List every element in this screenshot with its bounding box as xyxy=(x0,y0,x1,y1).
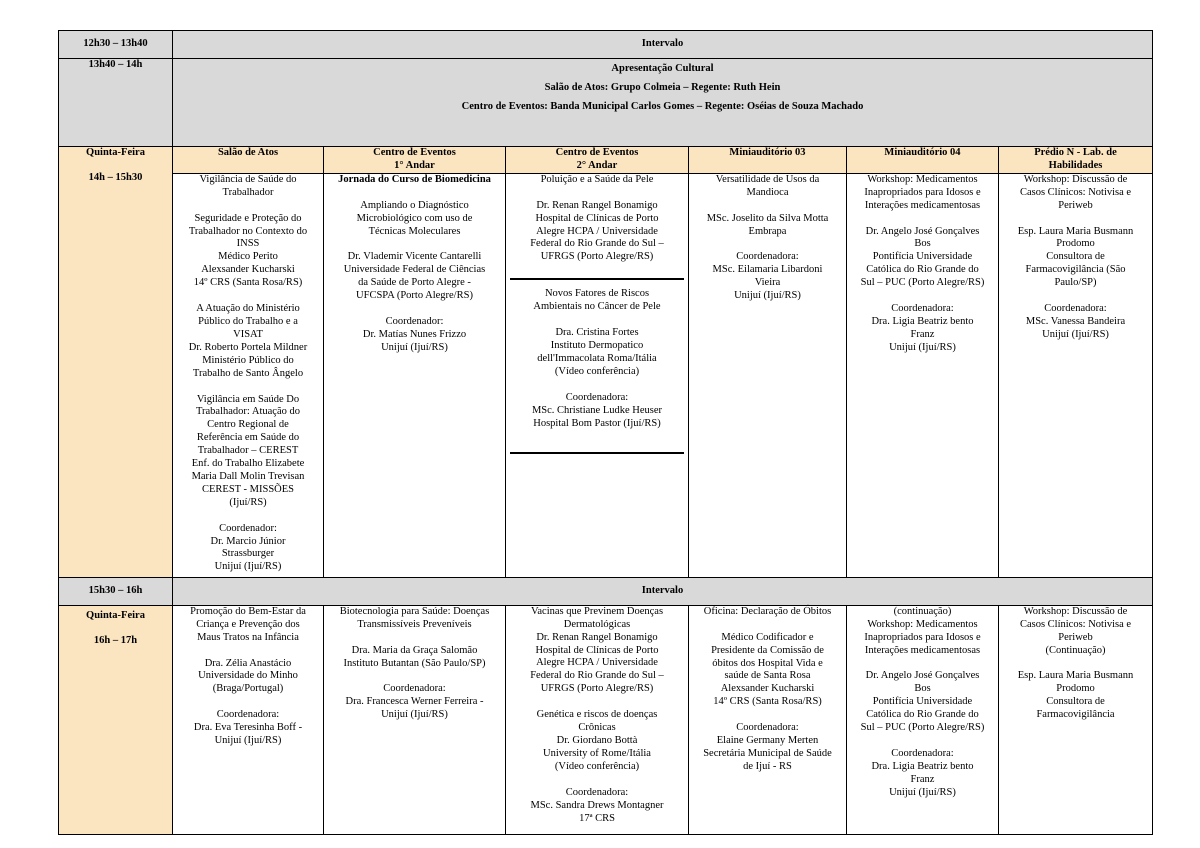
col-header-mini03: Miniauditório 03 xyxy=(689,147,847,174)
col-header-ce2: Centro de Eventos 2° Andar xyxy=(506,147,689,174)
col-header-salao: Salão de Atos xyxy=(173,147,324,174)
time-cell: 13h40 – 14h xyxy=(59,59,173,147)
cultural-line-2: Centro de Eventos: Banda Municipal Carlos Gomes – Regente: Oséias de Souza Machado xyxy=(461,101,864,112)
cell-salao-2: Promoção do Bem-Estar da Criança e Prevenção dos Maus Tratos na Infância Dra. Zélia Anastácio Universidade do Minho (Braga/Portugal) Coordenadora: Dra. Eva Teresinha Boff - Unijuí (Ijuí/RS) xyxy=(173,605,324,834)
interval-row-2 xyxy=(59,577,1153,605)
day-time-cell-2: Quinta-Feira 16h – 17h xyxy=(59,605,173,834)
divider xyxy=(510,278,684,280)
interval-row-1 xyxy=(59,31,1153,59)
day-label: Quinta-Feira xyxy=(86,147,145,158)
time-label: 14h – 15h30 xyxy=(88,171,143,183)
day-time-cell xyxy=(59,147,173,578)
divider xyxy=(510,452,684,454)
cell-mini03-1: Versatilidade de Usos da Mandioca MSc. Joselito da Silva Motta Embrapa Coordenadora: MSc. Eilamaria Libardoni Vieira Unijuí (Ijuí/RS) xyxy=(689,173,847,577)
col-header-ce1: Centro de Eventos 1° Andar xyxy=(324,147,506,174)
cell-mini04-2: (continuação) Workshop: Medicamentos Inapropriados para Idosos e Interações medicamentosas Dr. Angelo José Gonçalves Bos Pontifícia Universidade Católica do Rio Grande do Sul – PUC (Porto Alegre/RS) Coordenadora: Dra. Ligia Beatriz bento Franz Unijuí (Ijuí/RS) xyxy=(847,605,999,834)
session-row-2 xyxy=(59,605,1153,834)
schedule-table xyxy=(58,30,1153,835)
cell-salao-1: Vigilância de Saúde do Trabalhador Seguridade e Proteção do Trabalhador no Contexto do INSS Médico Perito Alexsander Kucharski 14º CRS (Santa Rosa/RS) A Atuação do Ministério Público do Trabalho e a VISAT Dr. Roberto Portela Mildner Ministério Público do Trabalho de Santo Ângelo Vigilância em Saúde Do Trabalhador: Atuação do Centro Regional de Referência em Saúde do Trabalhador – CEREST Enf. do Trabalho Elizabete Maria Dall Molin Trevisan CEREST - MISSÕES (Ijuí/RS) Coordenador: Dr. Marcio Júnior Strassburger Unijuí (Ijuí/RS) xyxy=(173,173,324,577)
interval-label: Intervalo xyxy=(173,577,1153,605)
cell-ce1-1: Jornada do Curso de Biomedicina Ampliando o Diagnóstico Microbiológico com uso de Técnicas Moleculares Dr. Vlademir Vicente Cantarelli Universidade Federal de Ciências da Saúde de Porto Alegre - UFCSPA (Porto Alegre/RS) Coordenador: Dr. Matías Nunes Frizzo Unijuí (Ijuí/RS) xyxy=(324,173,506,577)
cell-ce2-1: Poluição e a Saúde da Pele Dr. Renan Rangel Bonamigo Hospital de Clínicas de Porto Alegre HCPA / Universidade Federal do Rio Grande do Sul – UFRGS (Porto Alegre/RS) Novos Fatores de Riscos Ambientais no Câncer de Pele Dra. Cristina Fortes Instituto Dermopatico dell'Immacolata Roma/Itália (Vídeo conferência) Coordenadora: MSc. Christiane Ludke Heuser Hospital Bom Pastor (Ijuí/RS) xyxy=(506,173,689,577)
cell-predio-2: Workshop: Discussão de Casos Clínicos: Notivisa e Periweb (Continuação) Esp. Laura Maria Busmann Prodomo Consultora de Farmacovigilância xyxy=(999,605,1153,834)
cell-mini04-1: Workshop: Medicamentos Inapropriados para Idosos e Interações medicamentosas Dr. Angelo José Gonçalves Bos Pontifícia Universidade Católica do Rio Grande do Sul – PUC (Porto Alegre/RS) Coordenadora: Dra. Ligia Beatriz bento Franz Unijuí (Ijuí/RS) xyxy=(847,173,999,577)
cultural-title: Apresentação Cultural xyxy=(611,63,714,74)
session-row-1 xyxy=(59,173,1153,577)
cell-mini03-2: Oficina: Declaração de Óbitos Médico Codificador e Presidente da Comissão de óbitos dos Hospital Vida e saúde de Santa Rosa Alexsander Kucharski 14º CRS (Santa Rosa/RS) Coordenadora: Elaine Germany Merten Secretária Municipal de Saúde de Ijuí - RS xyxy=(689,605,847,834)
cell-ce1-2: Biotecnologia para Saúde: Doenças Transmissíveis Preveníveis Dra. Maria da Graça Salomão Instituto Butantan (São Paulo/SP) Coordenadora: Dra. Francesca Werner Ferreira - Unijuí (Ijuí/RS) xyxy=(324,605,506,834)
cell-ce2-2: Vacinas que Previnem Doenças Dermatológicas Dr. Renan Rangel Bonamigo Hospital de Clínicas de Porto Alegre HCPA / Universidade Federal do Rio Grande do Sul – UFRGS (Porto Alegre/RS) Genética e riscos de doenças Crônicas Dr. Giordano Bottà University of Rome/Itália (Vídeo conferência) Coordenadora: MSc. Sandra Drews Montagner 17ª CRS xyxy=(506,605,689,834)
cultural-line-1: Salão de Atos: Grupo Colmeia – Regente: Ruth Hein xyxy=(544,82,781,93)
cell-predio-1: Workshop: Discussão de Casos Clínicos: Notivisa e Periweb Esp. Laura Maria Busmann Prodomo Consultora de Farmacovigilância (São Paulo/SP) Coordenadora: MSc. Vanessa Bandeira Unijuí (Ijuí/RS) xyxy=(999,173,1153,577)
cultural-presentation xyxy=(173,59,1153,147)
cultural-row xyxy=(59,59,1153,147)
col-header-mini04: Miniauditório 04 xyxy=(847,147,999,174)
col-header-predio: Prédio N - Lab. de Habilidades xyxy=(999,147,1153,174)
time-cell: 15h30 – 16h xyxy=(59,577,173,605)
header-row xyxy=(59,147,1153,174)
interval-label: Intervalo xyxy=(173,31,1153,59)
time-cell: 12h30 – 13h40 xyxy=(59,31,173,59)
